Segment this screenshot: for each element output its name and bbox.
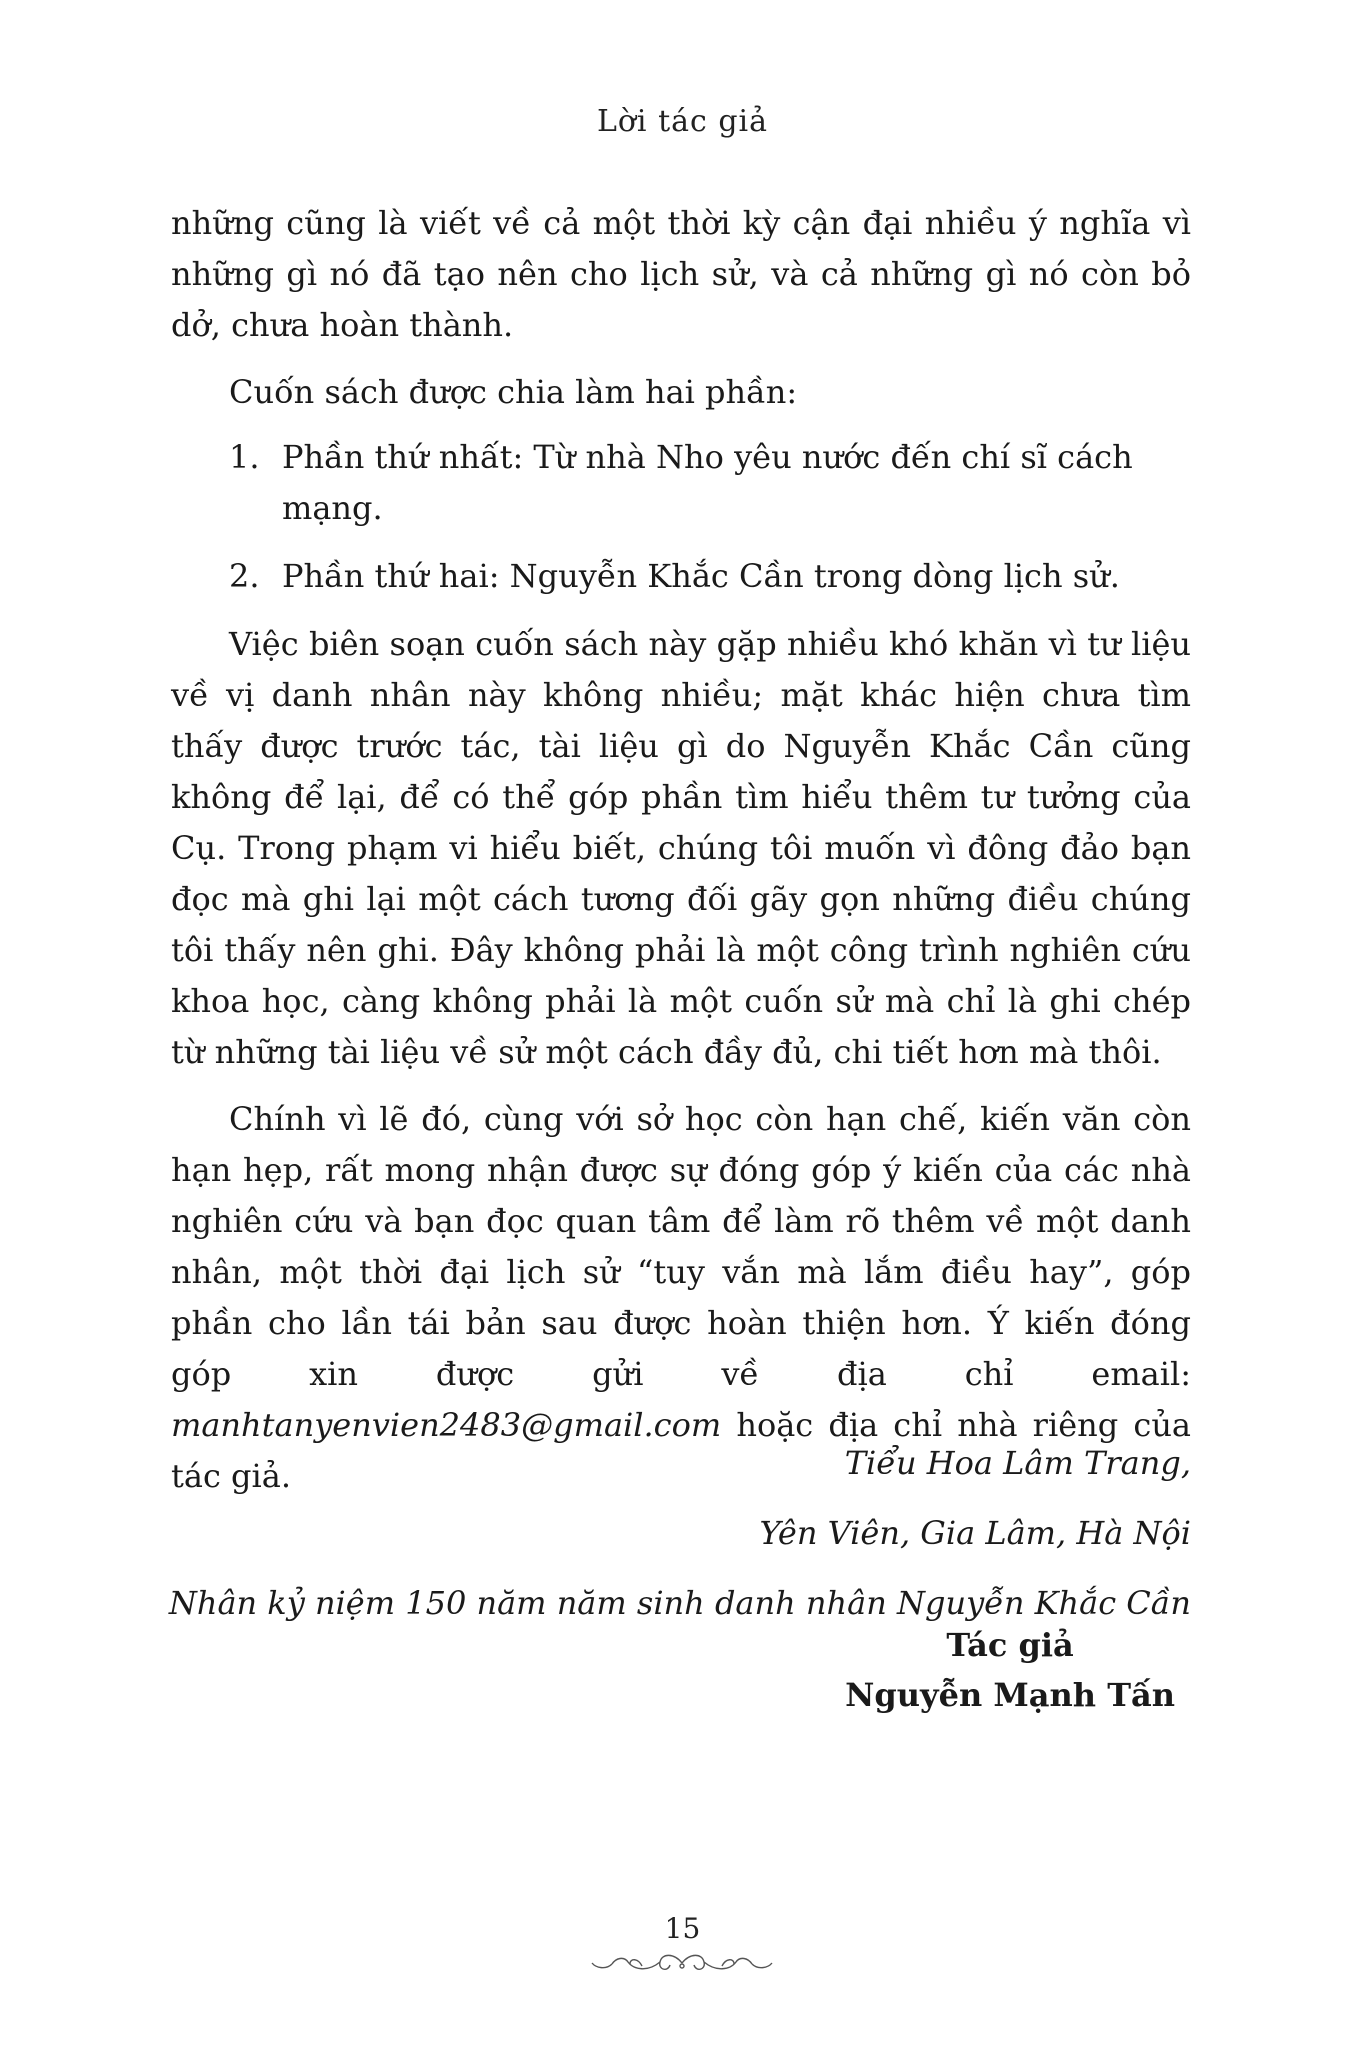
- list-item: [229, 432, 1191, 534]
- signature-name: Nguyễn Mạnh Tấn: [845, 1676, 1175, 1714]
- list-item: [229, 551, 1191, 602]
- parts-list: [229, 432, 1191, 602]
- signoff-address: Yên Viên, Gia Lâm, Hà Nội: [759, 1514, 1191, 1552]
- signature-block: [845, 1620, 1175, 1720]
- paragraph-difficulties: Việc biên soạn cuốn sách này gặp nhiều khó khăn vì tư liệu về vị danh nhân này không nhiều; mặt khác hiện chưa tìm thấy được trước tác, tài liệu gì do Nguyễn Khắc Cần cũng không để lại, để có thể góp phần tìm hiểu thêm tư tưởng của Cụ. Trong phạm vi hiểu biết, chúng tôi muốn vì đông đảo bạn đọc mà ghi lại một cách tương đối gãy gọn những điều chúng tôi thấy nên ghi. Đây không phải là một công trình nghiên cứu khoa học, càng không phải là một cuốn sử mà chỉ là ghi chép từ những tài liệu về sử một cách đầy đủ, chi tiết hơn mà thôi.: [171, 625, 1191, 1071]
- paragraph-continuation: những cũng là viết về cả một thời kỳ cận đại nhiều ý nghĩa vì những gì nó đã tạo nên cho lịch sử, và cả những gì nó còn bỏ dở, chưa hoàn thành.: [171, 204, 1191, 344]
- paragraph-parts-intro: Cuốn sách được chia làm hai phần:: [229, 373, 798, 411]
- list-item-text: Phần thứ hai: Nguyễn Khắc Cần trong dòng lịch sử.: [282, 557, 1120, 595]
- email-address: manhtanyenvien2483@gmail.com: [171, 1406, 722, 1444]
- floral-ornament-icon: [582, 1948, 782, 1978]
- signoff-occasion: Nhân kỷ niệm 150 năm năm sinh danh nhân Nguyễn Khắc Cần: [168, 1584, 1191, 1622]
- signoff-block: [169, 1428, 1191, 1638]
- running-header: Lời tác giả: [596, 104, 769, 139]
- feedback-text: Chính vì lẽ đó, cùng với sở học còn hạn chế, kiến văn còn hạn hẹp, rất mong nhận được sự đóng góp ý kiến của các nhà nghiên cứu và bạn đọc quan tâm để làm rõ thêm về một danh nhân, một thời đại lịch sử “tuy vắn mà lắm điều hay”, góp phần cho lần tái bản sau được hoàn thiện hơn. Ý kiến đóng góp xin được gửi về địa chỉ email:: [171, 1100, 1191, 1393]
- signoff-place: Tiểu Hoa Lâm Trang,: [844, 1444, 1191, 1482]
- list-item-number: 2.: [229, 557, 260, 595]
- feedback-text-end: hoặc địa chỉ nhà riêng của tác giả.: [171, 1406, 1191, 1495]
- body-text: [171, 198, 1191, 1518]
- page-number: 15: [664, 1912, 701, 1945]
- list-item-number: 1.: [229, 438, 260, 476]
- list-item-text: Phần thứ nhất: Từ nhà Nho yêu nước đến chí sĩ cách mạng.: [282, 438, 1133, 527]
- signature-role: Tác giả: [946, 1626, 1074, 1664]
